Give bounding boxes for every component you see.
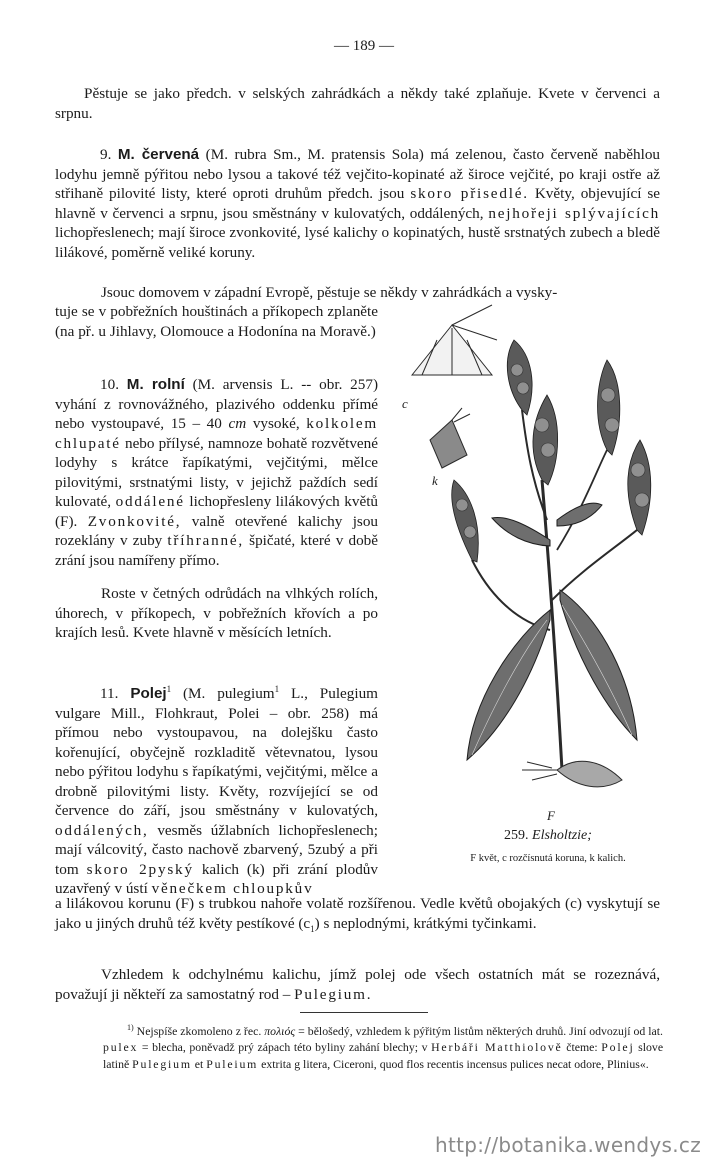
label-f: F bbox=[547, 808, 555, 823]
label-c: c bbox=[402, 396, 408, 411]
species-11-text: kalich (k) při zrání plodův uzavřený v ústí bbox=[55, 860, 378, 898]
footnote-text: slove latině bbox=[103, 1040, 664, 1071]
figure-name: Elsholtzie; bbox=[532, 828, 592, 843]
species-10-text: špičaté, které v době zrání jsou namířeny přímo. bbox=[55, 532, 379, 569]
species-9-text: lichopřeslenech; mají široce zvonkovité, lysé kalichy o kopinatých, hustě srstnatých zubech a bledě lilákové, poměrně veliké koruny. bbox=[55, 224, 660, 261]
footnote-marker: 1) bbox=[127, 1023, 134, 1032]
species-11-text: ) s neplodnými, krátkými tyčinkami. bbox=[314, 914, 537, 932]
footnote-spaced: pulex bbox=[103, 1040, 139, 1055]
species-10-text: lichopřesleny lilákových květů (F). bbox=[55, 493, 379, 530]
species-11-text: (M. pulegium bbox=[183, 685, 275, 703]
species-10-spaced: kolkolem chlupaté bbox=[55, 415, 379, 452]
footnote-spaced: Herbáři Matthiolově bbox=[431, 1040, 563, 1055]
habitat-9-rest bbox=[55, 302, 378, 341]
species-9-name: M. červená bbox=[117, 146, 200, 163]
footnote-spaced: Puleium bbox=[206, 1056, 259, 1071]
habitat-9-text: Jsouc domovem v západní Evropě, pěstuje se někdy v zahrádkách a vysky- bbox=[101, 284, 558, 301]
footnote-spaced: Polej bbox=[601, 1040, 635, 1055]
source-watermark: http://botanika.wendys.cz bbox=[435, 1133, 702, 1157]
species-9-text: (M. rubra Sm., M. pratensis Sola) má zelenou, často červeně naběhlou lodyhu jemně pýřitou nebo lysou a takové též vejčito-kopinaté až široce vejčité, po kraji ostře až střihaně pilovité listy, které oproti druhům předch. jsou bbox=[55, 146, 661, 202]
species-10-spaced: Zvonkovité, bbox=[87, 512, 182, 530]
species-10-text: nebo přílysé, namnoze bohatě rozvětvené lodyhy s krátce řapíkatými, vejčitými, mělce pilovitými, srstnatými listy, v jejichž paždích sedí kulovaté, bbox=[55, 434, 379, 510]
footnote-greek: πολιός bbox=[264, 1023, 296, 1038]
species-11-continuation bbox=[55, 894, 660, 939]
species-10-text: valně otevřené kalichy jsou rozeklány v zuby bbox=[55, 512, 379, 549]
footnote-marker: 1 bbox=[274, 684, 280, 694]
elsholtzia-illustration bbox=[392, 300, 704, 860]
polej-note-text: Vzhledem k odchylnému kalichu, jímž polej ode všech ostatních mát se rozeznává, považují ji někteří za samostatný rod – bbox=[55, 966, 660, 1003]
figure-number: 259. bbox=[504, 828, 529, 843]
label-k: k bbox=[432, 473, 438, 488]
footnote-text: čteme: bbox=[566, 1040, 598, 1055]
footnote-text: = blecha, poněvadž prý zápach této byliny zahání blechy; v bbox=[141, 1040, 428, 1055]
figure-caption-detail: F květ, c rozčísnutá koruna, k kalich. bbox=[470, 853, 626, 864]
footnote-text: = bělošedý, vzhledem k pýřitým listům některých druhů. Jiní odvozují od lat. bbox=[298, 1023, 664, 1038]
species-10-number: 10. bbox=[100, 376, 119, 393]
species-11-text: vesměs úžlabních lichopřeslenech; mají válcovitý, často nachově zbarvený, 5zubý a při tom bbox=[55, 821, 378, 878]
species-11-paragraph bbox=[55, 680, 378, 899]
polej-note-spaced: Pulegium. bbox=[294, 985, 373, 1003]
species-11-spaced: skoro 2pyský bbox=[86, 860, 194, 878]
species-9-spaced: skoro přisedlé. bbox=[410, 185, 529, 202]
species-10-name: M. rolní bbox=[126, 376, 185, 393]
footnote-text: Nejspíše zkomoleno z řec. bbox=[136, 1023, 262, 1038]
species-11-name: Polej bbox=[130, 685, 167, 703]
intro-paragraph bbox=[55, 84, 660, 123]
species-11-spaced: oddálených, bbox=[55, 821, 149, 839]
polej-note-paragraph bbox=[55, 965, 660, 1004]
footnote-text: et bbox=[194, 1056, 204, 1071]
species-11-text: L., Pulegium vulgare Mill., Flohkraut, Polei – obr. 258) má přímou nebo vystoupavou, na dolejšku často kořenující, obyčejně rozkladitě větevnatou, lysou nebo pýřitou lodyhu s řapíkatými, vejčitými, mělce a drobně pilovitými listy. Květy, rozvíjející se od července do září, jsou směstnány v kulovatých, bbox=[55, 685, 378, 820]
species-11-spaced: věnečkem chloupkův bbox=[151, 880, 314, 898]
figure-caption bbox=[392, 828, 704, 844]
footnote bbox=[103, 1020, 663, 1072]
species-11-number: 11. bbox=[100, 685, 119, 703]
species-10-paragraph bbox=[55, 375, 378, 570]
species-9-spaced: nejhořeji splývajících bbox=[488, 204, 661, 222]
species-10-text: (M. arvensis L. -- obr. 257) vyhání z rovnovážného, plazivého oddenku přímé nebo vystoupavé, 15 – 40 bbox=[55, 376, 379, 432]
species-11-text: a lilákovou korunu (F) s trubkou nahoře volatě rozšířenou. Vedle květů obojakých (c) vyskytují se jako u jiných druhů též květy pestíkové (c bbox=[55, 895, 660, 932]
species-10-spaced: oddálené bbox=[115, 493, 185, 510]
footnote-marker: 1 bbox=[166, 684, 172, 694]
species-10-spaced: tříhranné, bbox=[167, 532, 245, 549]
species-9-text: Květy, objevující se hlavně v červenci a srpnu, jsou směstnány v kulovatých, oddálených, bbox=[55, 185, 661, 222]
habitat-10-paragraph bbox=[55, 584, 378, 643]
species-10-unit: cm bbox=[228, 415, 247, 432]
footnote-spaced: Pulegium bbox=[132, 1056, 192, 1071]
species-9-number: 9. bbox=[100, 146, 112, 163]
footnote-text: extrita g litera, Ciceroni, quod flos recentis incensus pulices necat odore, Plinius«. bbox=[261, 1056, 649, 1071]
species-9-paragraph bbox=[55, 145, 660, 262]
footnote-divider bbox=[300, 1012, 428, 1013]
habitat-10-text: Roste v četných odrůdách na vlhkých rolích, úhorech, v příkopech, v pobřežních křovích a po krajích lesů. Kvete hlavně v měsících letních. bbox=[55, 585, 378, 641]
species-10-text: vysoké, bbox=[252, 415, 300, 432]
species-11-subscript: 1 bbox=[310, 923, 315, 934]
intro-text: Pěstuje se jako předch. v selských zahrádkách a někdy také zplaňuje. Kvete v červenci a srpnu. bbox=[55, 85, 660, 122]
page-number: — 189 — bbox=[334, 38, 394, 54]
habitat-9-text: tuje se v pobřežních houštinách a příkopech zplaněte (na př. u Jihlavy, Olomouce a Hodonína na Moravě.) bbox=[55, 303, 378, 340]
